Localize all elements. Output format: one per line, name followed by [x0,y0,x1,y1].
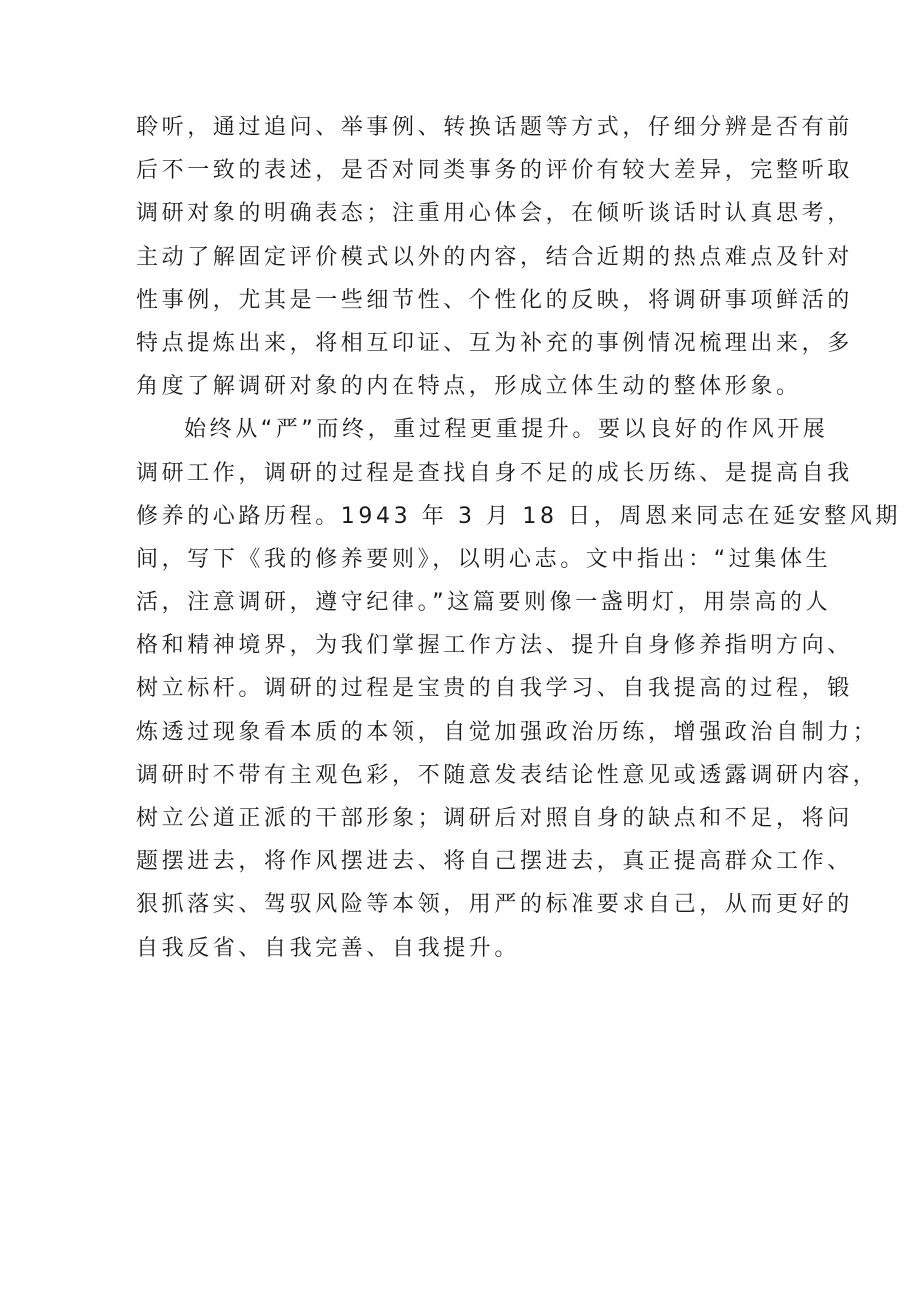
paragraph-line: 特点提炼出来，将相互印证、互为补充的事例情况梳理出来，多 [136,330,853,356]
paragraph-line: 调研对象的明确表态；注重用心体会，在倾听谈话时认真思考， [136,201,853,227]
paragraph-line: 格和精神境界，为我们掌握工作方法、提升自身修养指明方向、 [136,633,853,659]
paragraph-line: 活，注意调研，遵守纪律。”这篇要则像一盏明灯，用崇高的人 [136,590,832,616]
paragraph-line: 角度了解调研对象的内在特点，形成立体生动的整体形象。 [136,374,802,400]
paragraph-line: 间，写下《我的修养要则》，以明心志。文中指出：“过集体生 [136,546,832,572]
paragraph-2 [136,408,901,969]
paragraph-line: 狠抓落实、驾驭风险等本领，用严的标准要求自己，从而更好的 [136,892,853,918]
paragraph-line: 炼透过现象看本质的本领，自觉加强政治历练，增强政治自制力； [136,719,879,745]
paragraph-line: 主动了解固定评价模式以外的内容，结合近期的热点难点及针对 [136,244,853,270]
paragraph-line: 始终从“严”而终，重过程更重提升。要以良好的作风开展 [184,417,829,443]
paragraph-line: 调研时不带有主观色彩，不随意发表结论性意见或透露调研内容， [136,762,879,788]
paragraph-line: 树立标杆。调研的过程是宝贵的自我学习、自我提高的过程，锻 [136,676,853,702]
paragraph-1 [136,106,853,408]
paragraph-line: 后不一致的表述，是否对同类事务的评价有较大差异，完整听取 [136,158,853,184]
paragraph-line: 树立公道正派的干部形象；调研后对照自身的缺点和不足，将问 [136,806,853,831]
paragraph-line: 题摆进去，将作风摆进去、将自己摆进去，真正提高群众工作、 [136,849,853,875]
document-body [136,106,901,970]
paragraph-line: 聆听，通过追问、举事例、转换话题等方式，仔细分辨是否有前 [136,115,853,140]
paragraph-line: 自我反省、自我完善、自我提升。 [136,935,521,961]
paragraph-line: 调研工作，调研的过程是查找自身不足的成长历练、是提高自我 [136,460,853,486]
paragraph-line: 性事例，尤其是一些细节性、个性化的反映，将调研事项鲜活的 [136,287,853,313]
paragraph-line: 修养的心路历程。1943 年 3 月 18 日，周恩来同志在延安整风期 [136,503,901,529]
